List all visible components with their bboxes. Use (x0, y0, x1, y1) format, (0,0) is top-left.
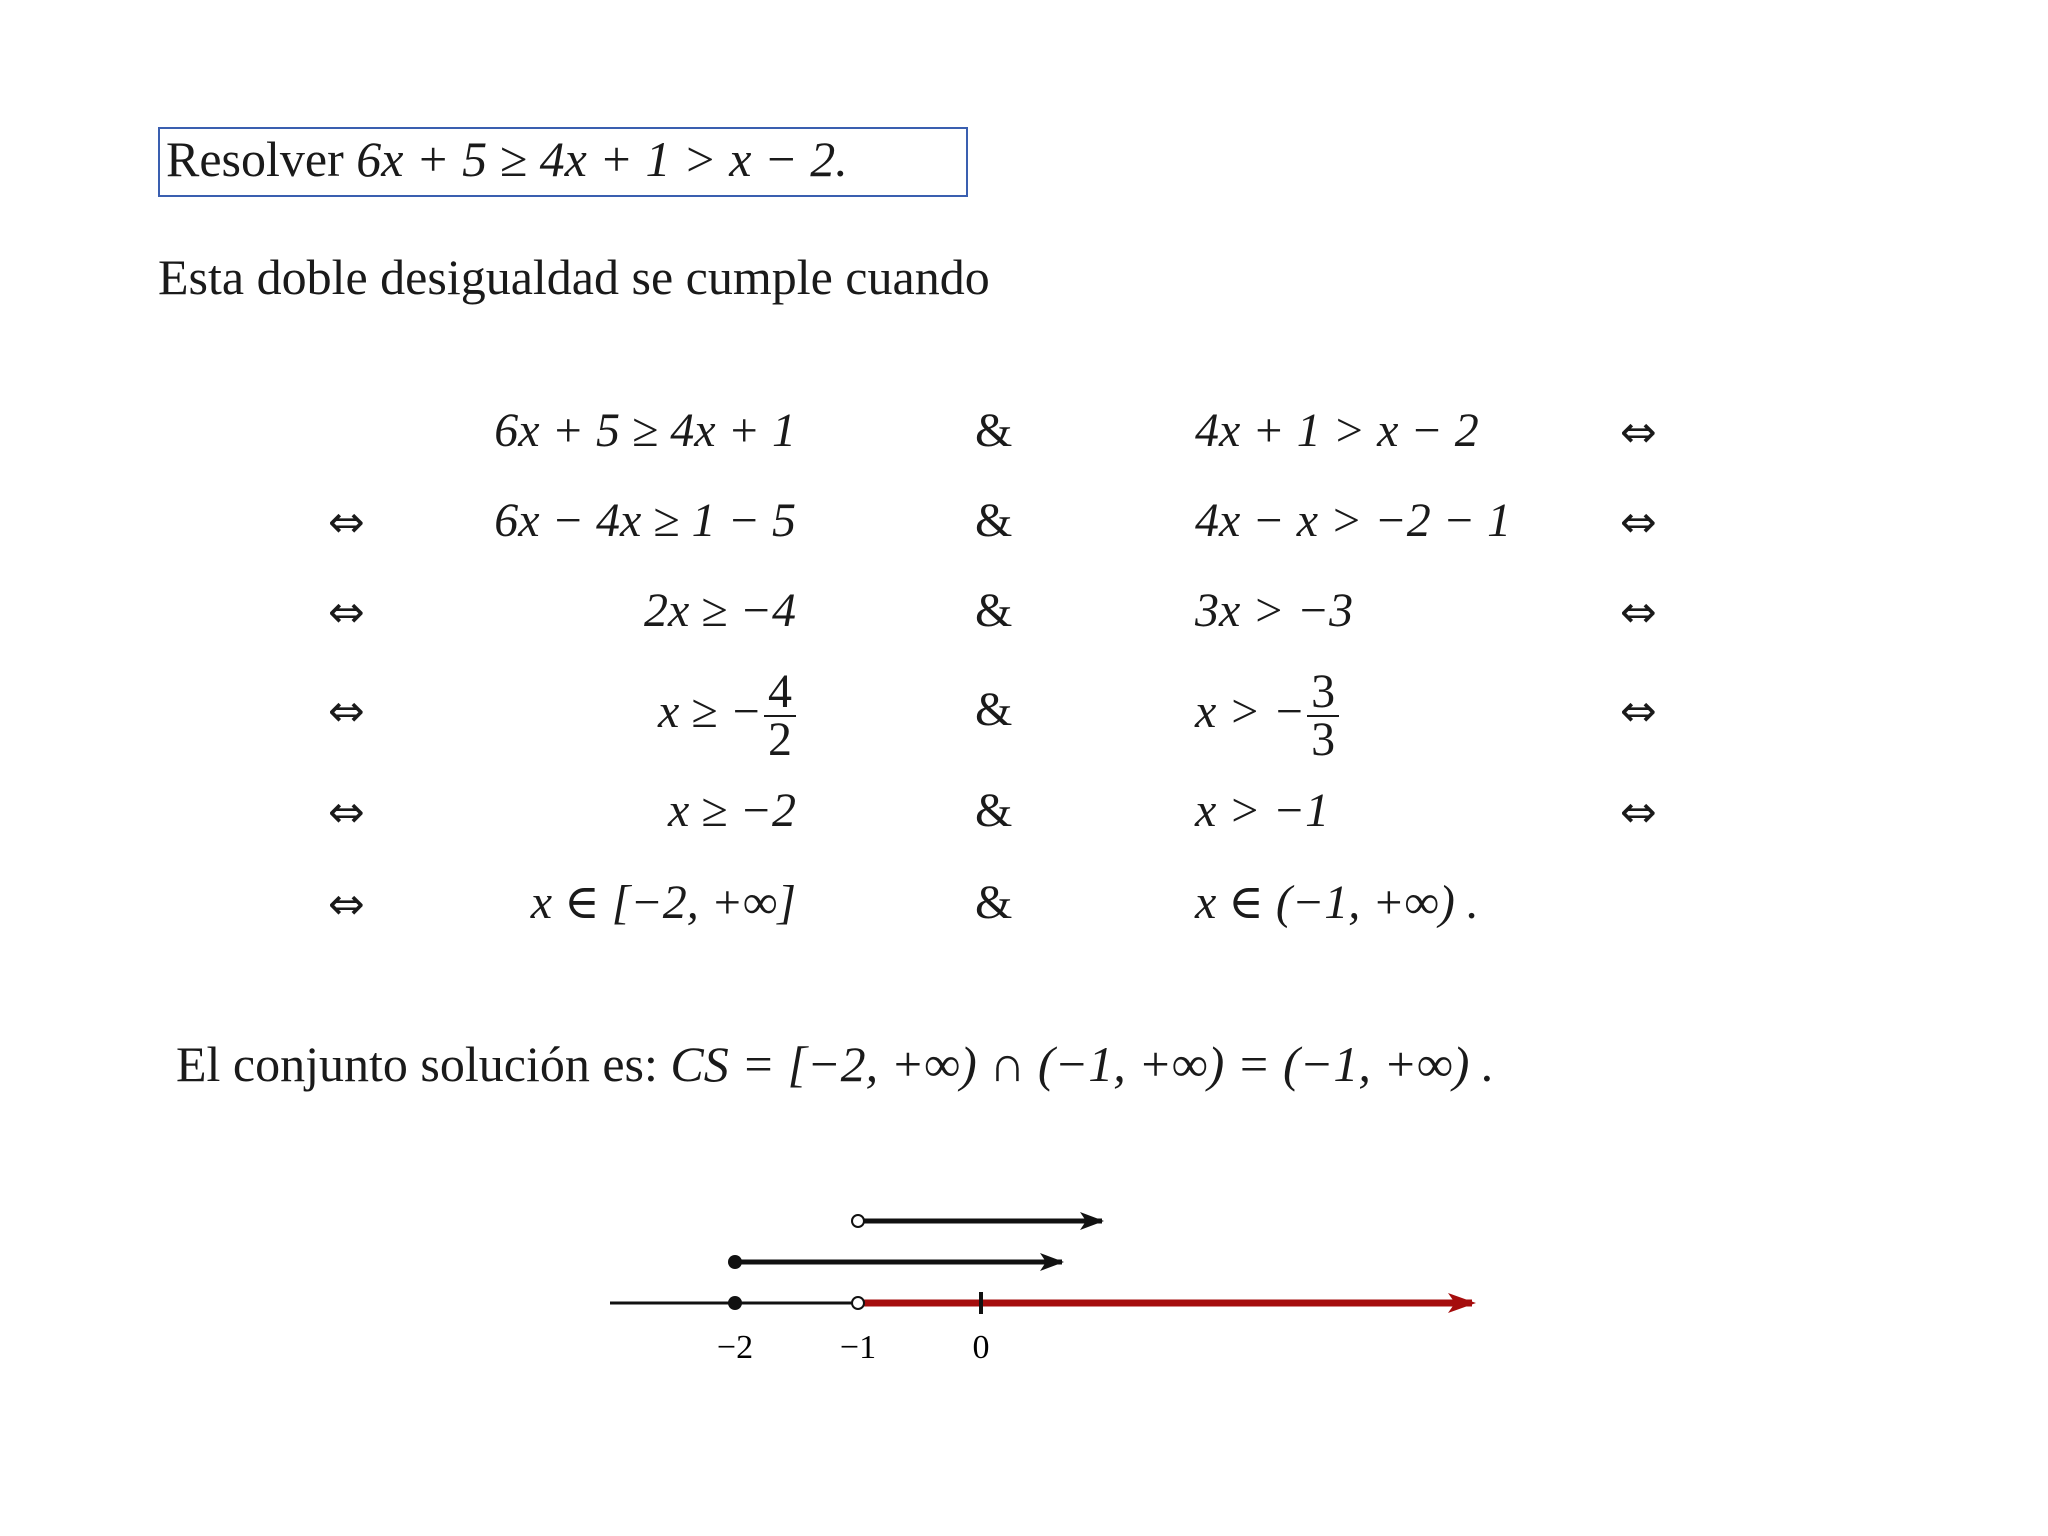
fraction-denominator: 2 (768, 712, 792, 766)
iff-symbol: ⇔ (1620, 686, 1657, 737)
step-left: x ∈ [−2, +∞] (530, 876, 796, 929)
iff-symbol: ⇔ (1620, 497, 1657, 548)
iff-symbol: ⇔ (1620, 587, 1657, 638)
iff-symbol: ⇔ (328, 787, 365, 838)
closed-point (728, 1296, 742, 1310)
solution-expression: CS = [−2, +∞) ∩ (−1, +∞) = (−1, +∞) . (670, 1036, 1495, 1092)
intro-text: Esta doble desigualdad se cumple cuando (158, 249, 990, 305)
tick-label-minus-1: −1 (839, 1329, 877, 1366)
tick-label-zero: 0 (972, 1329, 990, 1366)
step-and: & (975, 494, 1013, 547)
step-right: 3x > −3 (1195, 584, 1354, 637)
step-right: x ∈ (−1, +∞) . (1195, 876, 1479, 929)
fraction-numerator: 4 (764, 669, 796, 717)
iff-symbol: ⇔ (328, 497, 365, 548)
step-and: & (975, 876, 1013, 929)
iff-symbol: ⇔ (1620, 787, 1657, 838)
closed-point (728, 1255, 742, 1269)
step-and: & (975, 404, 1013, 457)
step-left: 2x ≥ −4 (643, 584, 796, 637)
iff-symbol: ⇔ (328, 686, 365, 737)
open-point (852, 1297, 864, 1309)
step-left: 6x + 5 ≥ 4x + 1 (494, 404, 796, 457)
step-right: x > −1 (1195, 784, 1330, 837)
iff-symbol: ⇔ (328, 879, 365, 930)
step-and: & (975, 784, 1013, 837)
step-right-prefix: x > − (1195, 685, 1306, 738)
iff-symbol: ⇔ (1620, 407, 1657, 458)
step-left-prefix: x ≥ − (657, 685, 762, 738)
step-left: 6x − 4x ≥ 1 − 5 (494, 494, 796, 547)
fraction-numerator: 3 (1307, 669, 1339, 717)
step-right: 4x − x > −2 − 1 (1195, 494, 1512, 547)
step-right: 4x + 1 > x − 2 (1195, 404, 1479, 457)
step-and: & (975, 584, 1013, 637)
step-left: x ≥ −2 (667, 784, 796, 837)
step-and: & (975, 683, 1013, 736)
fraction-denominator: 3 (1311, 712, 1336, 766)
problem-label: Resolver (166, 131, 344, 187)
open-point (852, 1215, 864, 1227)
tick-label-minus-2: −2 (716, 1329, 754, 1366)
iff-symbol: ⇔ (328, 587, 365, 638)
solution-label: El conjunto solución es: (176, 1036, 658, 1092)
problem-expression: 6x + 5 ≥ 4x + 1 > x − 2. (356, 131, 848, 187)
